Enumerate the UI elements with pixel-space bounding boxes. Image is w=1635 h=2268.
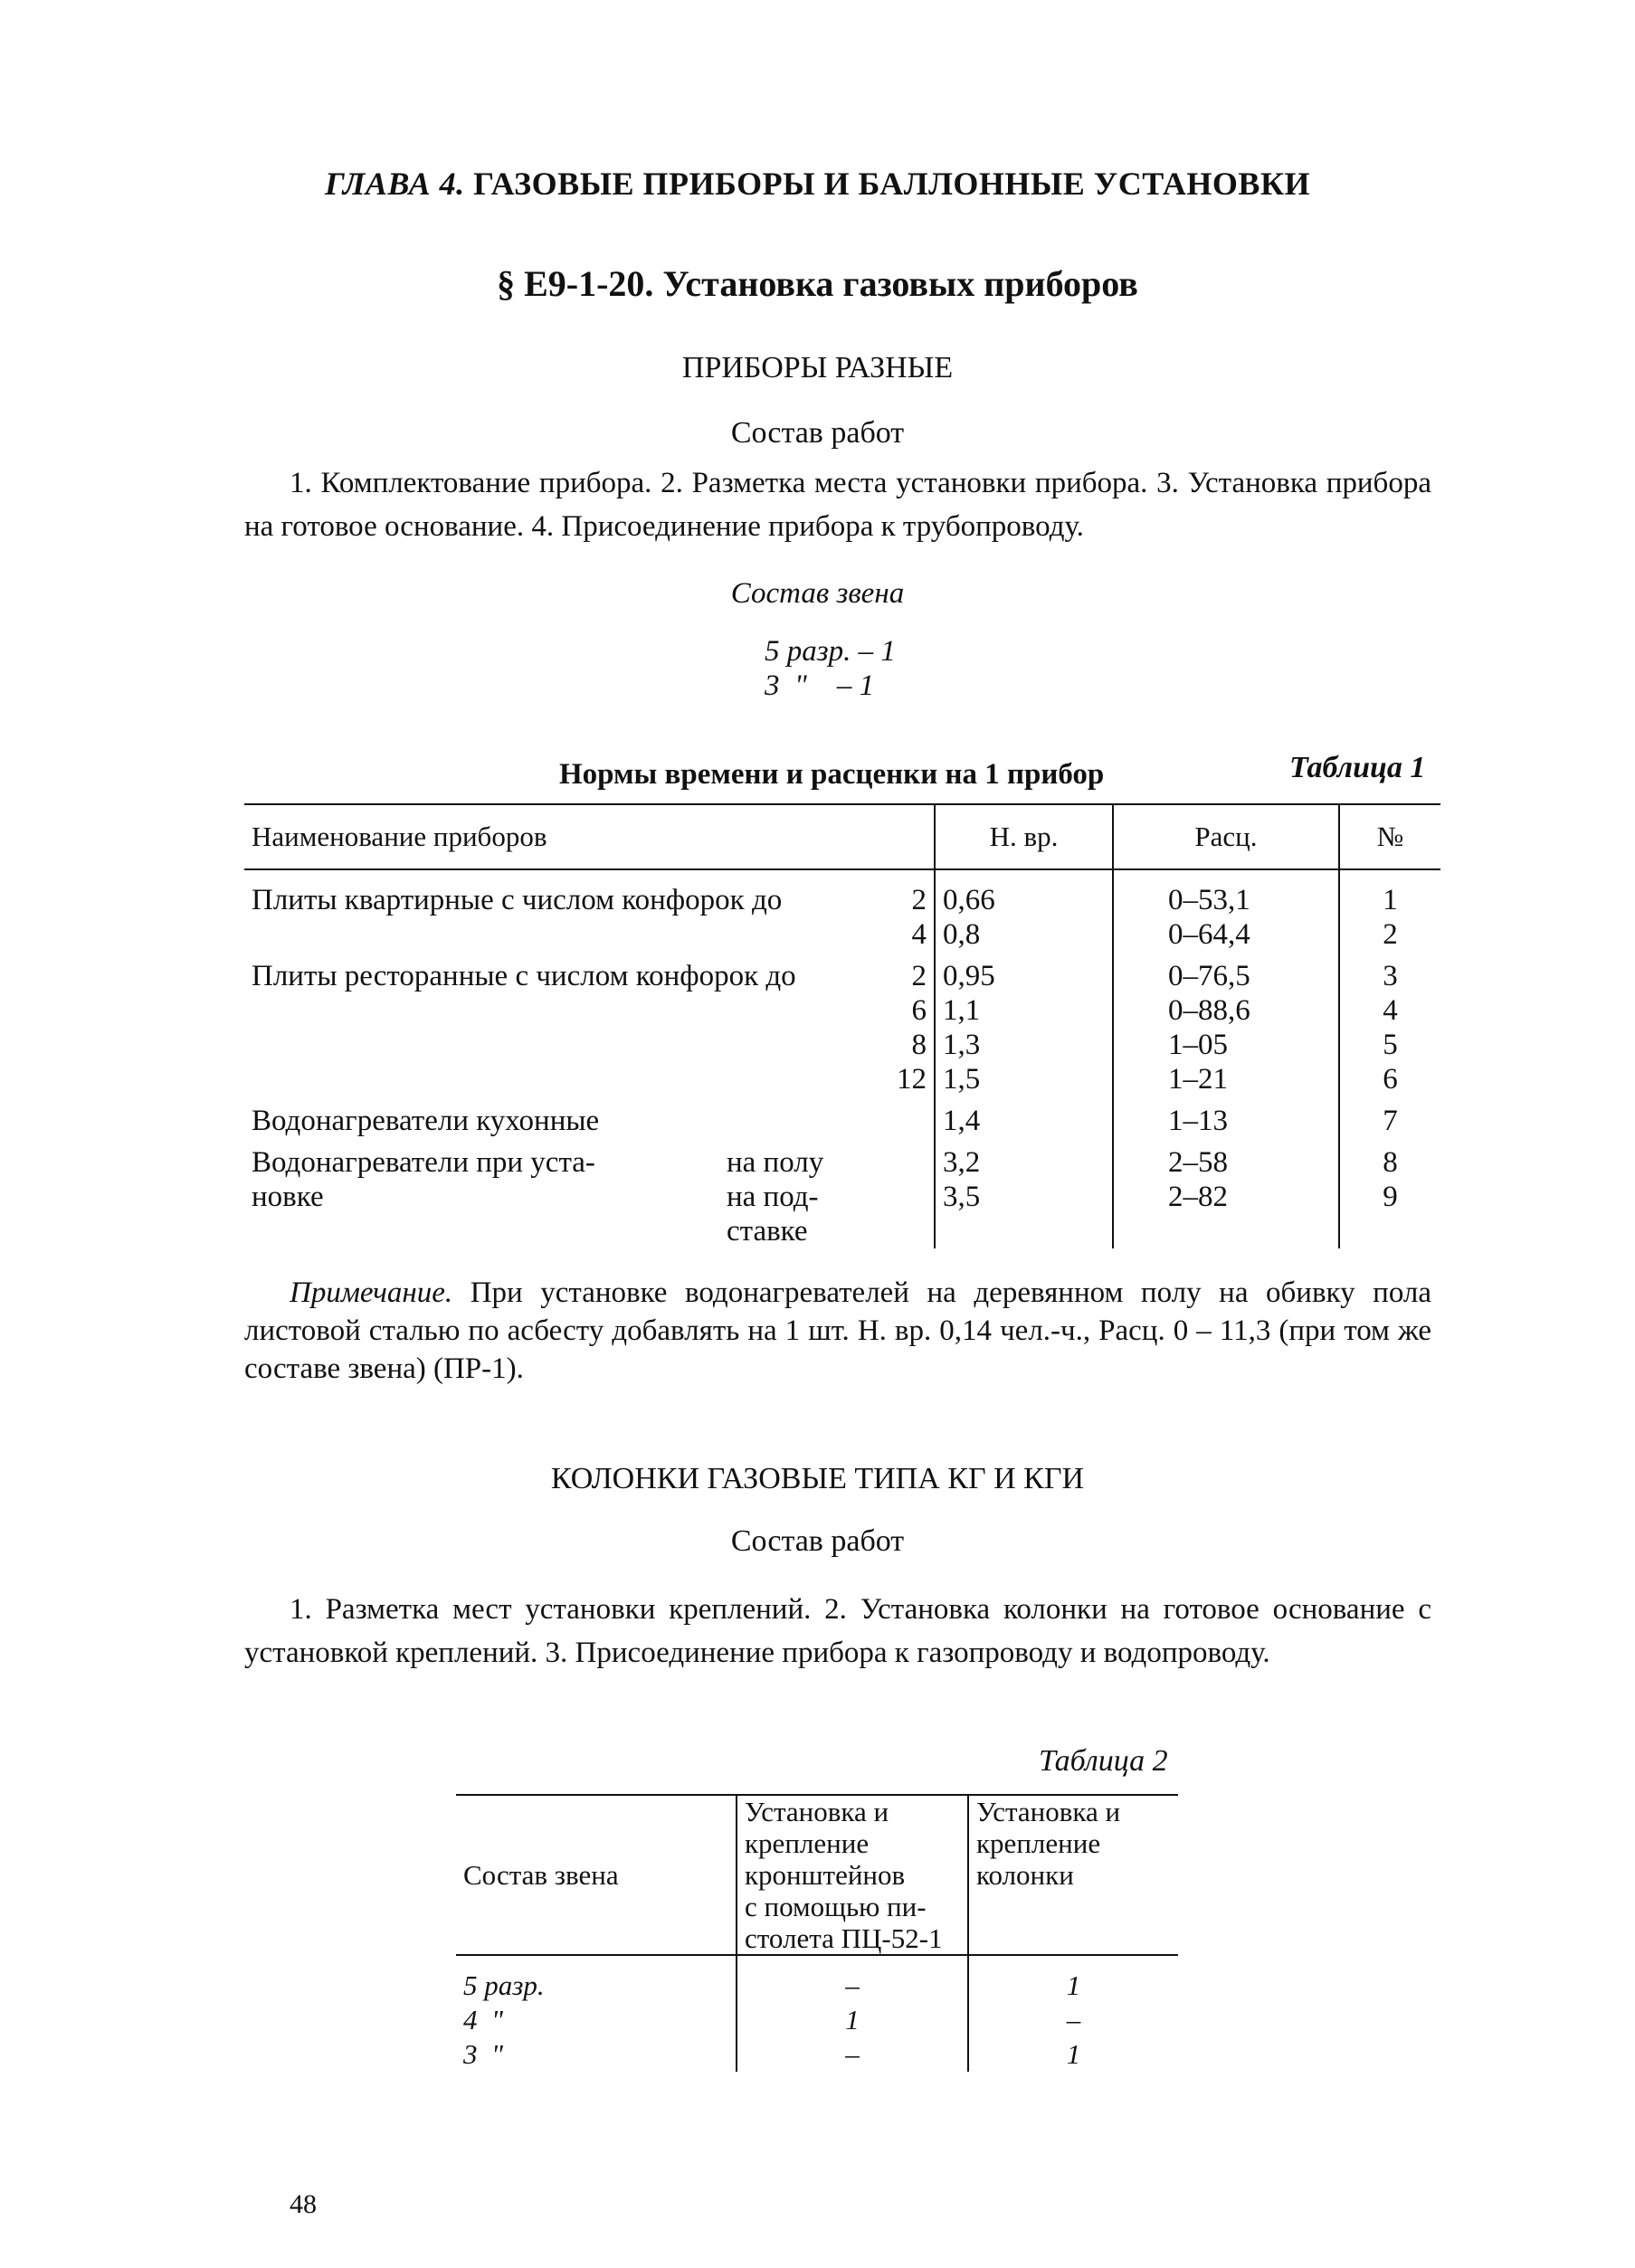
row-no: 1: [1339, 883, 1440, 917]
section-title: § Е9-1-20. Установка газовых приборов: [497, 263, 1138, 304]
row-where-cont: ставке: [726, 1215, 808, 1248]
row-qty: 6: [911, 994, 927, 1027]
table-row: [244, 1214, 1440, 1248]
row-name: Водонагреватели при уста-: [252, 1146, 595, 1179]
row-rate: 0–88,6: [1113, 993, 1339, 1028]
page-number: 48: [290, 2189, 317, 2219]
crew-heading: Состав звена: [730, 577, 905, 610]
row-rate: 0–76,5: [1113, 959, 1339, 993]
row-col1: –: [737, 2037, 968, 2072]
group-name: Плиты квартирные с числом конфорок до: [252, 884, 783, 916]
row-norm: 1,3: [935, 1028, 1113, 1062]
col-header-column: Установка и крепление колонки: [968, 1795, 1178, 1955]
chapter-prefix: ГЛАВА 4.: [324, 166, 465, 202]
col-header-norm: Н. вр.: [935, 804, 1113, 869]
table-row: [244, 1104, 1440, 1138]
row-crew: 3 ": [463, 2038, 504, 2070]
chapter-title: ГАЗОВЫЕ ПРИБОРЫ И БАЛЛОННЫЕ УСТАНОВКИ: [473, 166, 1311, 202]
row-no: 6: [1339, 1062, 1440, 1096]
row-norm: 0,95: [935, 959, 1113, 993]
table-row: [244, 1028, 1440, 1062]
row-rate: 2–58: [1113, 1145, 1339, 1180]
note: [244, 1274, 1431, 1388]
row-qty: 2: [911, 960, 927, 992]
row-where: на под-: [726, 1181, 819, 1213]
note-text: При установке водонагревателей на деревянном полу на обивку пола листовой сталью по асбесту добавлять на 1 шт. Н. вр. 0,14 чел.-ч., Расц. 0 – 11,3 (при том же составе звена) (ПР-1).: [244, 1276, 1432, 1385]
row-no: 8: [1339, 1145, 1440, 1180]
col-header-rate: Расц.: [1113, 804, 1339, 869]
part2-works-text: 1. Разметка мест установки креплений. 2. Установка колонки на готовое основание с установкой креплений. 3. Присоединение прибора к газопроводу и водопроводу.: [244, 1593, 1431, 1669]
table2: [456, 1794, 1178, 2072]
table1-label: Таблица 1: [1289, 751, 1426, 784]
table-row: [456, 1969, 1178, 2003]
crew-line-1: 5 разр. – 1: [765, 635, 896, 668]
part2-heading: КОЛОНКИ ГАЗОВЫЕ ТИПА КГ И КГИ: [550, 1462, 1085, 1495]
table-row: [244, 1180, 1440, 1214]
row-col2: 1: [968, 2037, 1178, 2072]
chapter-heading: [0, 165, 1635, 203]
row-rate: 1–05: [1113, 1028, 1339, 1062]
col-header-name: Наименование приборов: [244, 804, 935, 869]
table-row: [244, 917, 1440, 952]
note-label: Примечание.: [290, 1276, 453, 1309]
part1-heading: ПРИБОРЫ РАЗНЫЕ: [681, 351, 954, 384]
row-norm: 3,2: [935, 1145, 1113, 1180]
row-rate: 1–13: [1113, 1104, 1339, 1138]
row-no: 2: [1339, 917, 1440, 952]
col-header-no: №: [1339, 804, 1440, 869]
table1-caption: Нормы времени и расценки на 1 прибор: [559, 758, 1105, 791]
table2-label: Таблица 2: [1039, 1744, 1168, 1778]
row-name-cont: новке: [252, 1181, 324, 1213]
row-no: 7: [1339, 1104, 1440, 1138]
table-row: [456, 2037, 1178, 2072]
col-header-crew: Состав звена: [456, 1795, 737, 1955]
row-qty: 12: [896, 1063, 927, 1096]
row-col2: 1: [968, 1969, 1178, 2003]
crew-line-2: 3 " – 1: [765, 669, 875, 702]
row-crew: 5 разр.: [463, 1969, 545, 2001]
col-header-brackets: Установка и крепление кронштейнов с помощью пи- столета ПЦ-52-1: [737, 1795, 968, 1955]
row-name: Водонагреватели кухонные: [252, 1105, 600, 1137]
table-row: [244, 959, 1440, 993]
row-col2: –: [968, 2003, 1178, 2037]
row-rate: 0–64,4: [1113, 917, 1339, 952]
row-norm: 1,5: [935, 1062, 1113, 1096]
row-norm: 3,5: [935, 1180, 1113, 1214]
row-rate: 1–21: [1113, 1062, 1339, 1096]
row-rate: 0–53,1: [1113, 883, 1339, 917]
row-norm: 1,1: [935, 993, 1113, 1028]
row-norm: 1,4: [935, 1104, 1113, 1138]
table-row: [244, 1145, 1440, 1180]
row-where: на полу: [726, 1146, 824, 1179]
row-col1: 1: [737, 2003, 968, 2037]
row-no: 4: [1339, 993, 1440, 1028]
part2-works-heading: Состав работ: [730, 1524, 905, 1558]
group-name: Плиты ресторанные с числом конфорок до: [252, 960, 796, 992]
row-norm: 0,8: [935, 917, 1113, 952]
table1: [244, 803, 1440, 1248]
row-qty: 4: [911, 918, 927, 951]
table-row: [244, 883, 1440, 917]
table-row: [456, 2003, 1178, 2037]
row-no: 9: [1339, 1180, 1440, 1214]
part1-works-heading: Состав работ: [730, 416, 905, 450]
table-row: [244, 1062, 1440, 1096]
row-no: 3: [1339, 959, 1440, 993]
row-rate: 2–82: [1113, 1180, 1339, 1214]
table-row: [244, 993, 1440, 1028]
row-col1: –: [737, 1969, 968, 2003]
row-no: 5: [1339, 1028, 1440, 1062]
row-crew: 4 ": [463, 2004, 504, 2036]
part1-works-text: 1. Комплектование прибора. 2. Разметка места установки прибора. 3. Установка прибора на готовое основание. 4. Присоединение прибора к трубопроводу.: [244, 467, 1431, 543]
row-qty: 8: [911, 1029, 927, 1061]
row-qty: 2: [911, 884, 927, 916]
row-norm: 0,66: [935, 883, 1113, 917]
